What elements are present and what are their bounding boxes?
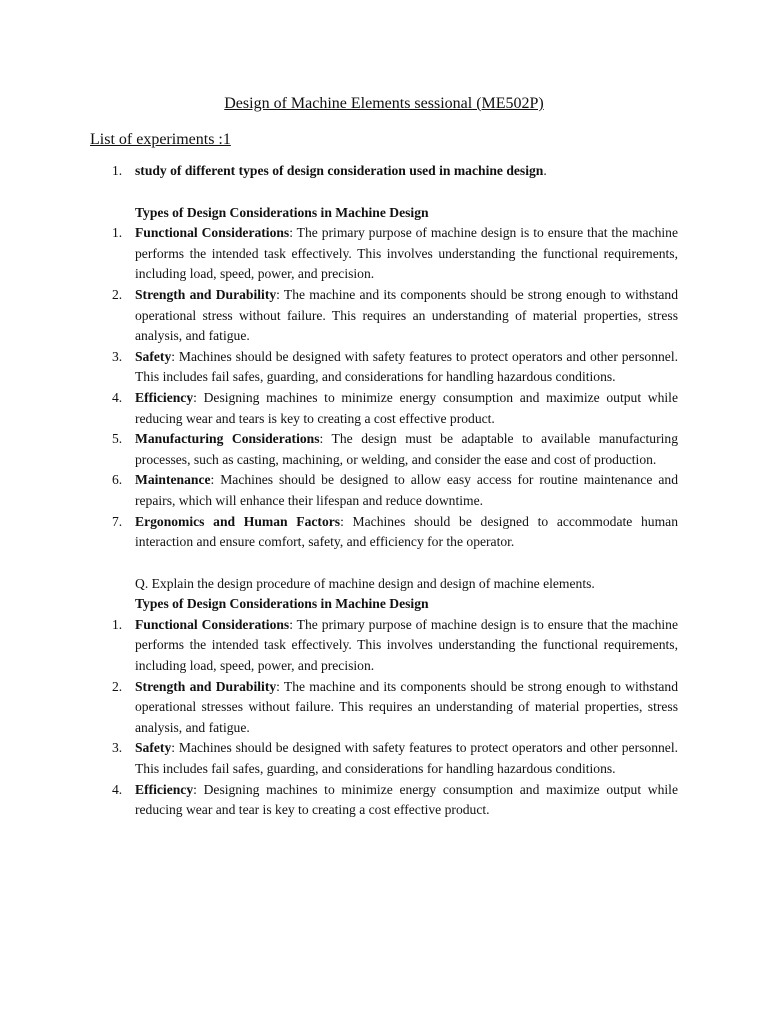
list-item-number: 5.: [112, 431, 123, 447]
list-item: [90, 738, 678, 779]
list-item-term: Ergonomics and Human Factors: [135, 513, 341, 529]
list-item-term: Safety: [135, 740, 172, 756]
list-item-number: 4.: [112, 781, 123, 797]
list-item: [90, 780, 678, 821]
list-item-description: : The machine and its components should be strong enough to withstand operational stresses without failure. This requires an understanding of material properties, stress analysis, and fatigue.: [135, 678, 678, 735]
list-item-term: Strength and Durability: [135, 678, 277, 694]
list-item-number: 3.: [112, 348, 123, 364]
list-item-description: : Machines should be designed with safety features to protect operators and other personnel. This includes fail safes, guarding, and considerations for handling hazardous conditions.: [135, 740, 678, 777]
list-item-term: Safety: [135, 348, 172, 364]
list-item: [90, 470, 678, 511]
list-item: [90, 429, 678, 470]
list-item-term: Maintenance: [135, 472, 211, 488]
list-item-number: 7.: [112, 513, 123, 529]
question-text: Q. Explain the design procedure of machine design and design of machine elements.: [135, 575, 595, 591]
list-item-term: Functional Considerations: [135, 225, 290, 241]
experiment-title-period: .: [543, 163, 547, 178]
list-item-description: : Machines should be designed with safety features to protect operators and other personnel. This includes fail safes, guarding, and considerations for handling hazardous conditions.: [135, 348, 678, 385]
list-item: [90, 615, 678, 677]
experiment-item: [90, 161, 678, 182]
list-item: [90, 285, 678, 347]
list-item-number: 1.: [112, 616, 123, 632]
list-item: [90, 223, 678, 285]
list-item-number: 4.: [112, 389, 123, 405]
section2-list: [90, 615, 678, 821]
list-item-number: 6.: [112, 472, 123, 488]
list-item-description: : Designing machines to minimize energy consumption and maximize output while reducing wear and tears is key to creating a cost effective product.: [135, 389, 678, 426]
list-item: [90, 347, 678, 388]
list-item-description: : The primary purpose of machine design is to ensure that the machine performs the intended task effectively. This involves understanding the functional requirements, including load, speed, power, and precision.: [135, 225, 678, 282]
list-item-description: : Designing machines to minimize energy consumption and maximize output while reducing wear and tear is key to creating a cost effective product.: [135, 781, 678, 818]
section2-heading: Types of Design Considerations in Machine Design: [135, 596, 429, 612]
experiment-title: study of different types of design consideration used in machine design: [135, 163, 544, 178]
list-item-number: 3.: [112, 740, 123, 756]
list-item: [90, 388, 678, 429]
list-item-term: Efficiency: [135, 781, 194, 797]
list-item: [90, 512, 678, 553]
list-item-number: 2.: [112, 678, 123, 694]
list-item-description: : The primary purpose of machine design is to ensure that the machine performs the intended task effectively. This involves understanding the functional requirements, including load, speed, power, and precision.: [135, 616, 678, 674]
experiment-number: 1.: [112, 163, 123, 178]
document-title: Design of Machine Elements sessional (ME502P): [224, 95, 544, 112]
list-item-term: Efficiency: [135, 389, 194, 405]
section1-heading: Types of Design Considerations in Machine Design: [135, 204, 429, 220]
list-item-term: Manufacturing Considerations: [135, 431, 320, 447]
list-item-number: 1.: [112, 225, 123, 241]
list-item-description: : Machines should be designed to allow easy access for routine maintenance and repairs, which will enhance their lifespan and reduce downtime.: [135, 472, 678, 508]
list-item: [90, 677, 678, 739]
list-item-description: : The design must be adaptable to available manufacturing processes, such as casting, machining, or welding, and consider the ease and cost of production.: [135, 431, 679, 467]
list-item-term: Functional Considerations: [135, 616, 290, 632]
list-item-description: : Machines should be designed to accommodate human interaction and ensure comfort, safety, and efficiency for the operator.: [135, 513, 679, 550]
experiments-heading: List of experiments :1: [90, 131, 231, 148]
list-item-term: Strength and Durability: [135, 286, 277, 302]
list-item-number: 2.: [112, 286, 123, 302]
section1-list: [90, 223, 678, 553]
list-item-description: : The machine and its components should be strong enough to withstand operational stress without failure. This requires an understanding of material properties, stress analysis, and fatigue.: [135, 286, 678, 344]
